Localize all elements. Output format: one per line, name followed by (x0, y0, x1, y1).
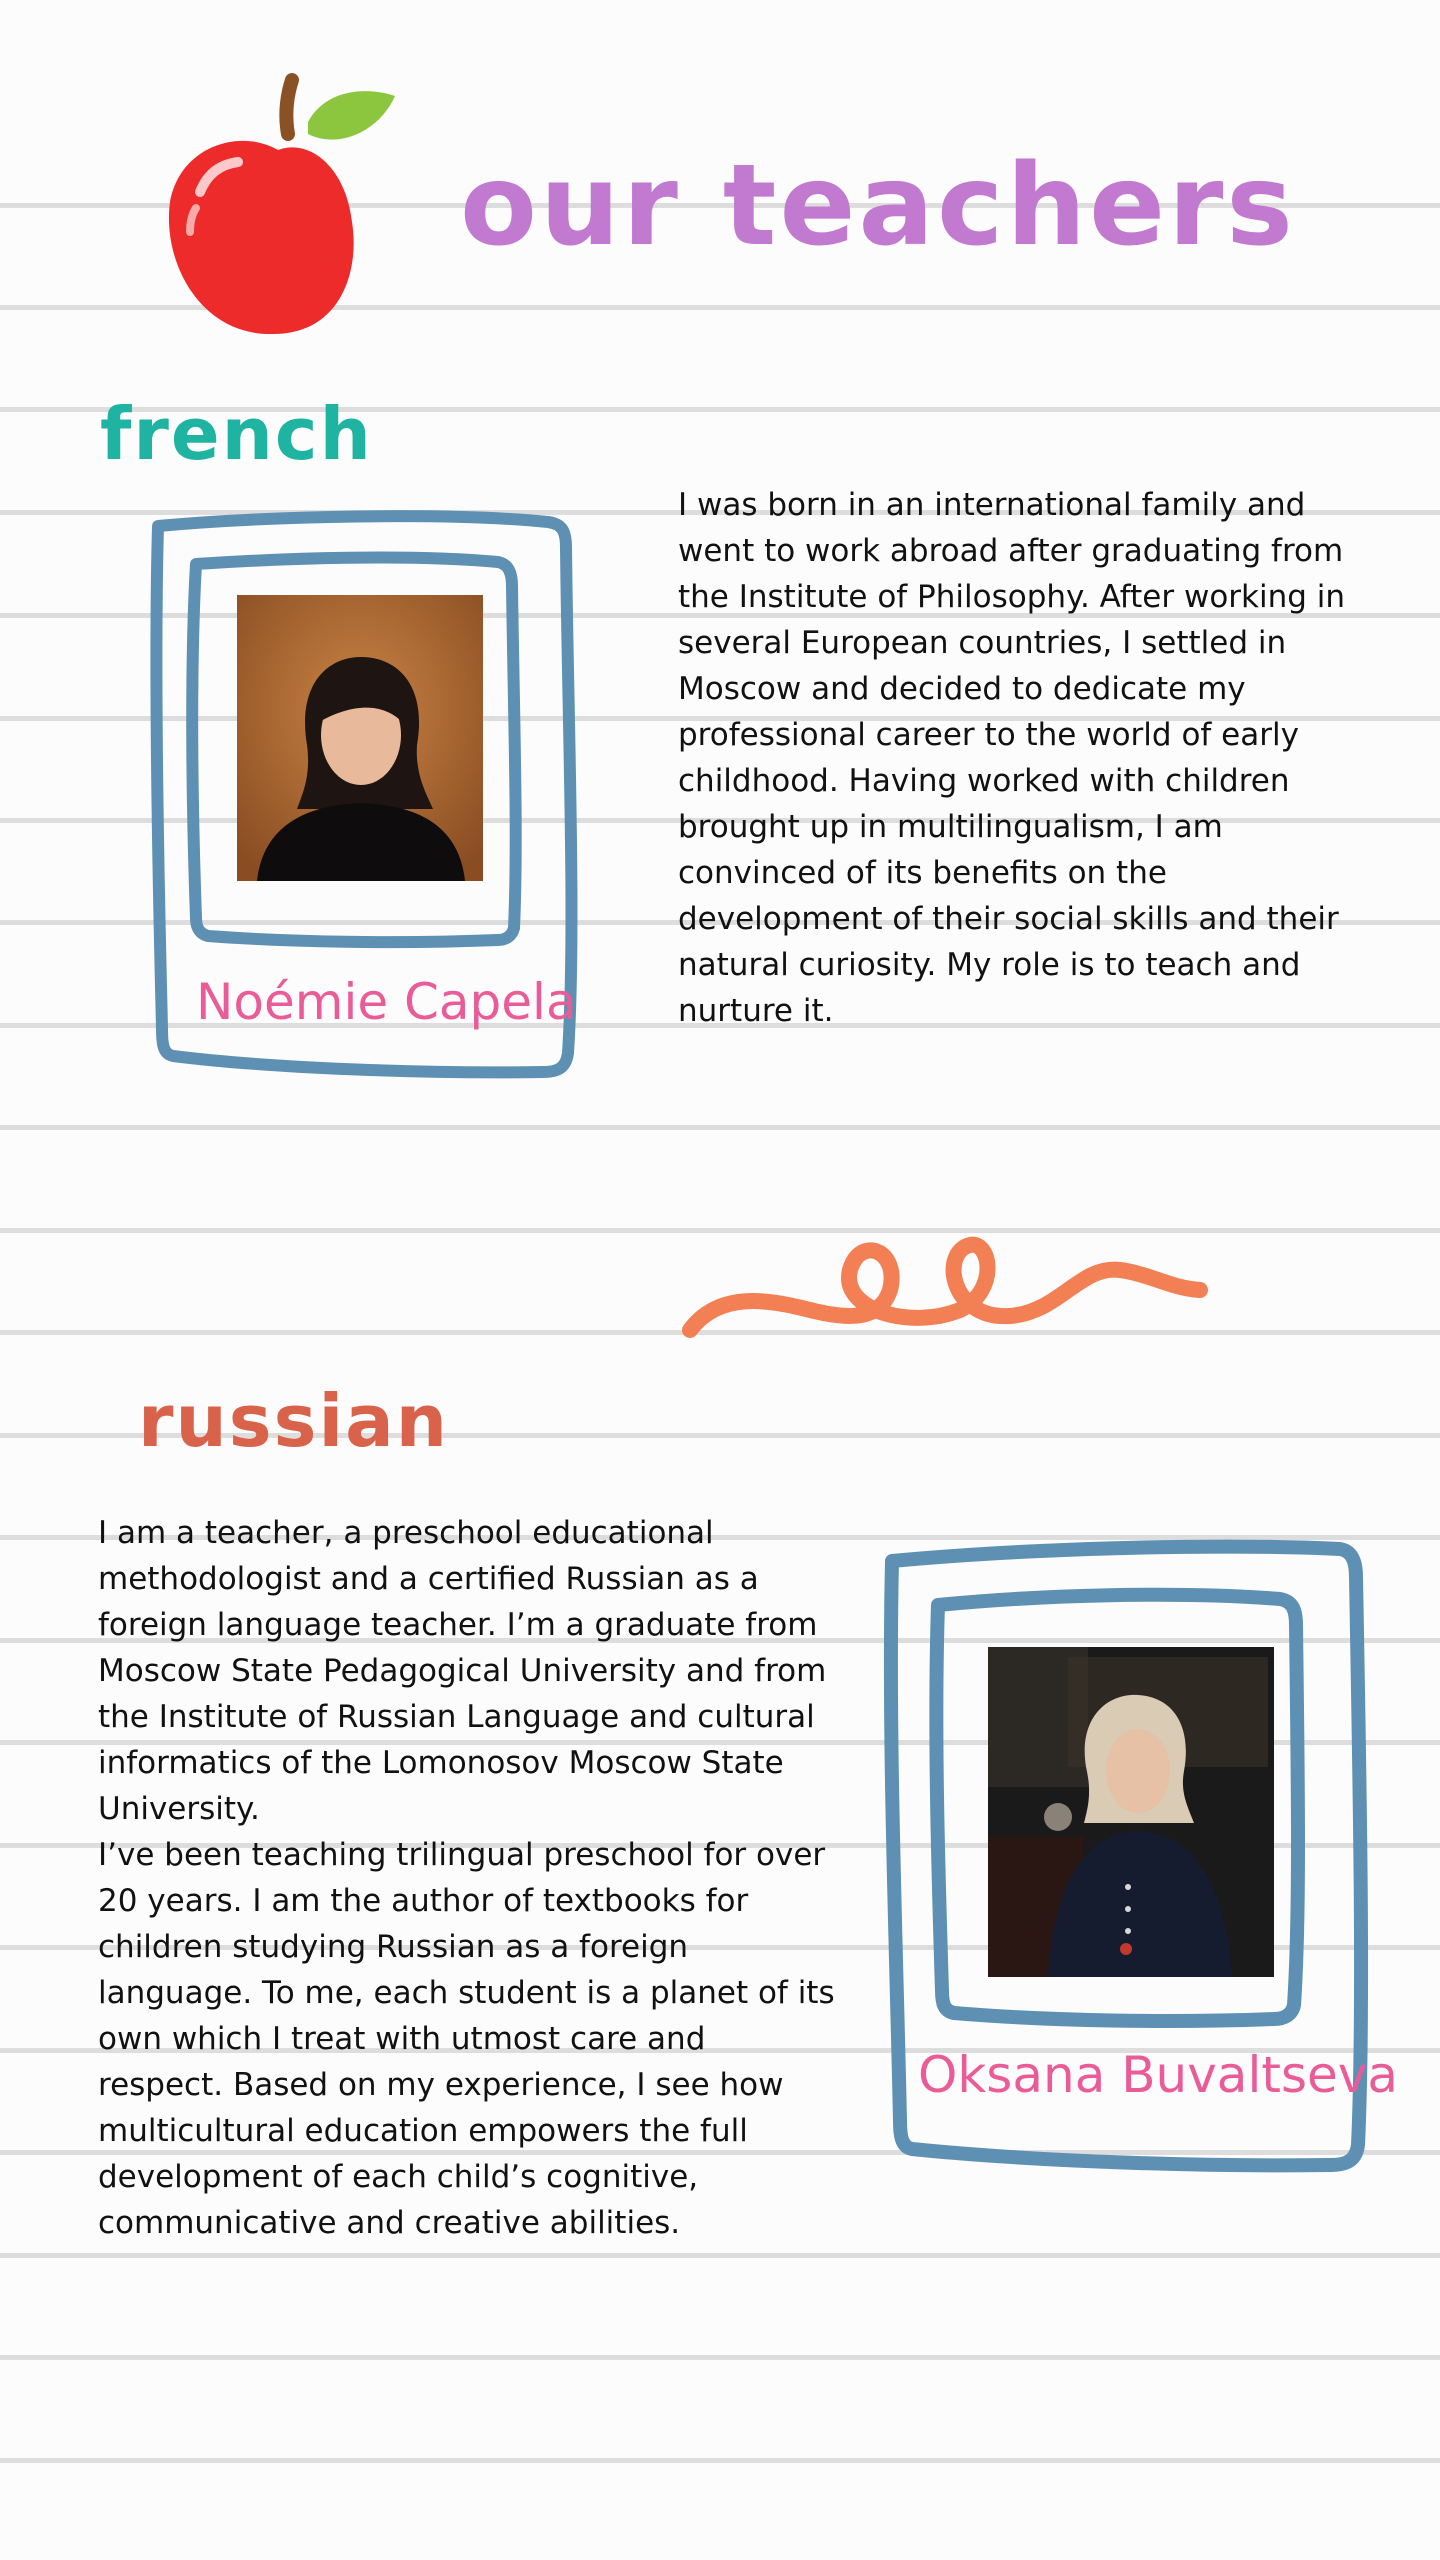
russian-heading: russian (138, 1379, 449, 1463)
french-bio-paragraph: I was born in an international family and went to work abroad after graduating from the Institute of Philosophy. After working in several European countries, I settled in Moscow and decided to dedicate my professional career to the world of early childhood. Having worked with children brought up in multilingualism, I am convinced of its benefits on the development of their social skills and their natural curiosity. My role is to teach and nurture it. (678, 487, 1346, 1029)
apple-icon (160, 72, 410, 342)
page-title: our teachers (460, 141, 1296, 271)
oksana-buvaltseva-photo (988, 1647, 1274, 1977)
french-heading: french (100, 392, 373, 476)
russian-bio-paragraph-2: I’ve been teaching trilingual preschool for over 20 years. I am the author of textbooks for children studying Russian as a foreign language. To me, each student is a planet of its own which I treat with utmost care and respect. Based on my experience, I see how multicultural education empowers the full development of each child’s cognitive, communicative and creative abilities. (98, 1837, 835, 2241)
oksana-buvaltseva-name: Oksana Buvaltseva (918, 2046, 1398, 2104)
noemie-capela-photo (237, 595, 483, 881)
french-teacher-bio (678, 482, 1378, 1034)
squiggle-decoration (680, 1210, 1210, 1360)
noemie-capela-name: Noémie Capela (196, 973, 577, 1031)
russian-teacher-bio (98, 1510, 838, 2246)
russian-bio-paragraph-1: I am a teacher, a preschool educational methodologist and a certified Russian as a foreign language teacher. I’m a graduate from Moscow State Pedagogical University and from the Institute of Russian Language and cultural informatics of the Lomonosov Moscow State University. (98, 1515, 827, 1827)
